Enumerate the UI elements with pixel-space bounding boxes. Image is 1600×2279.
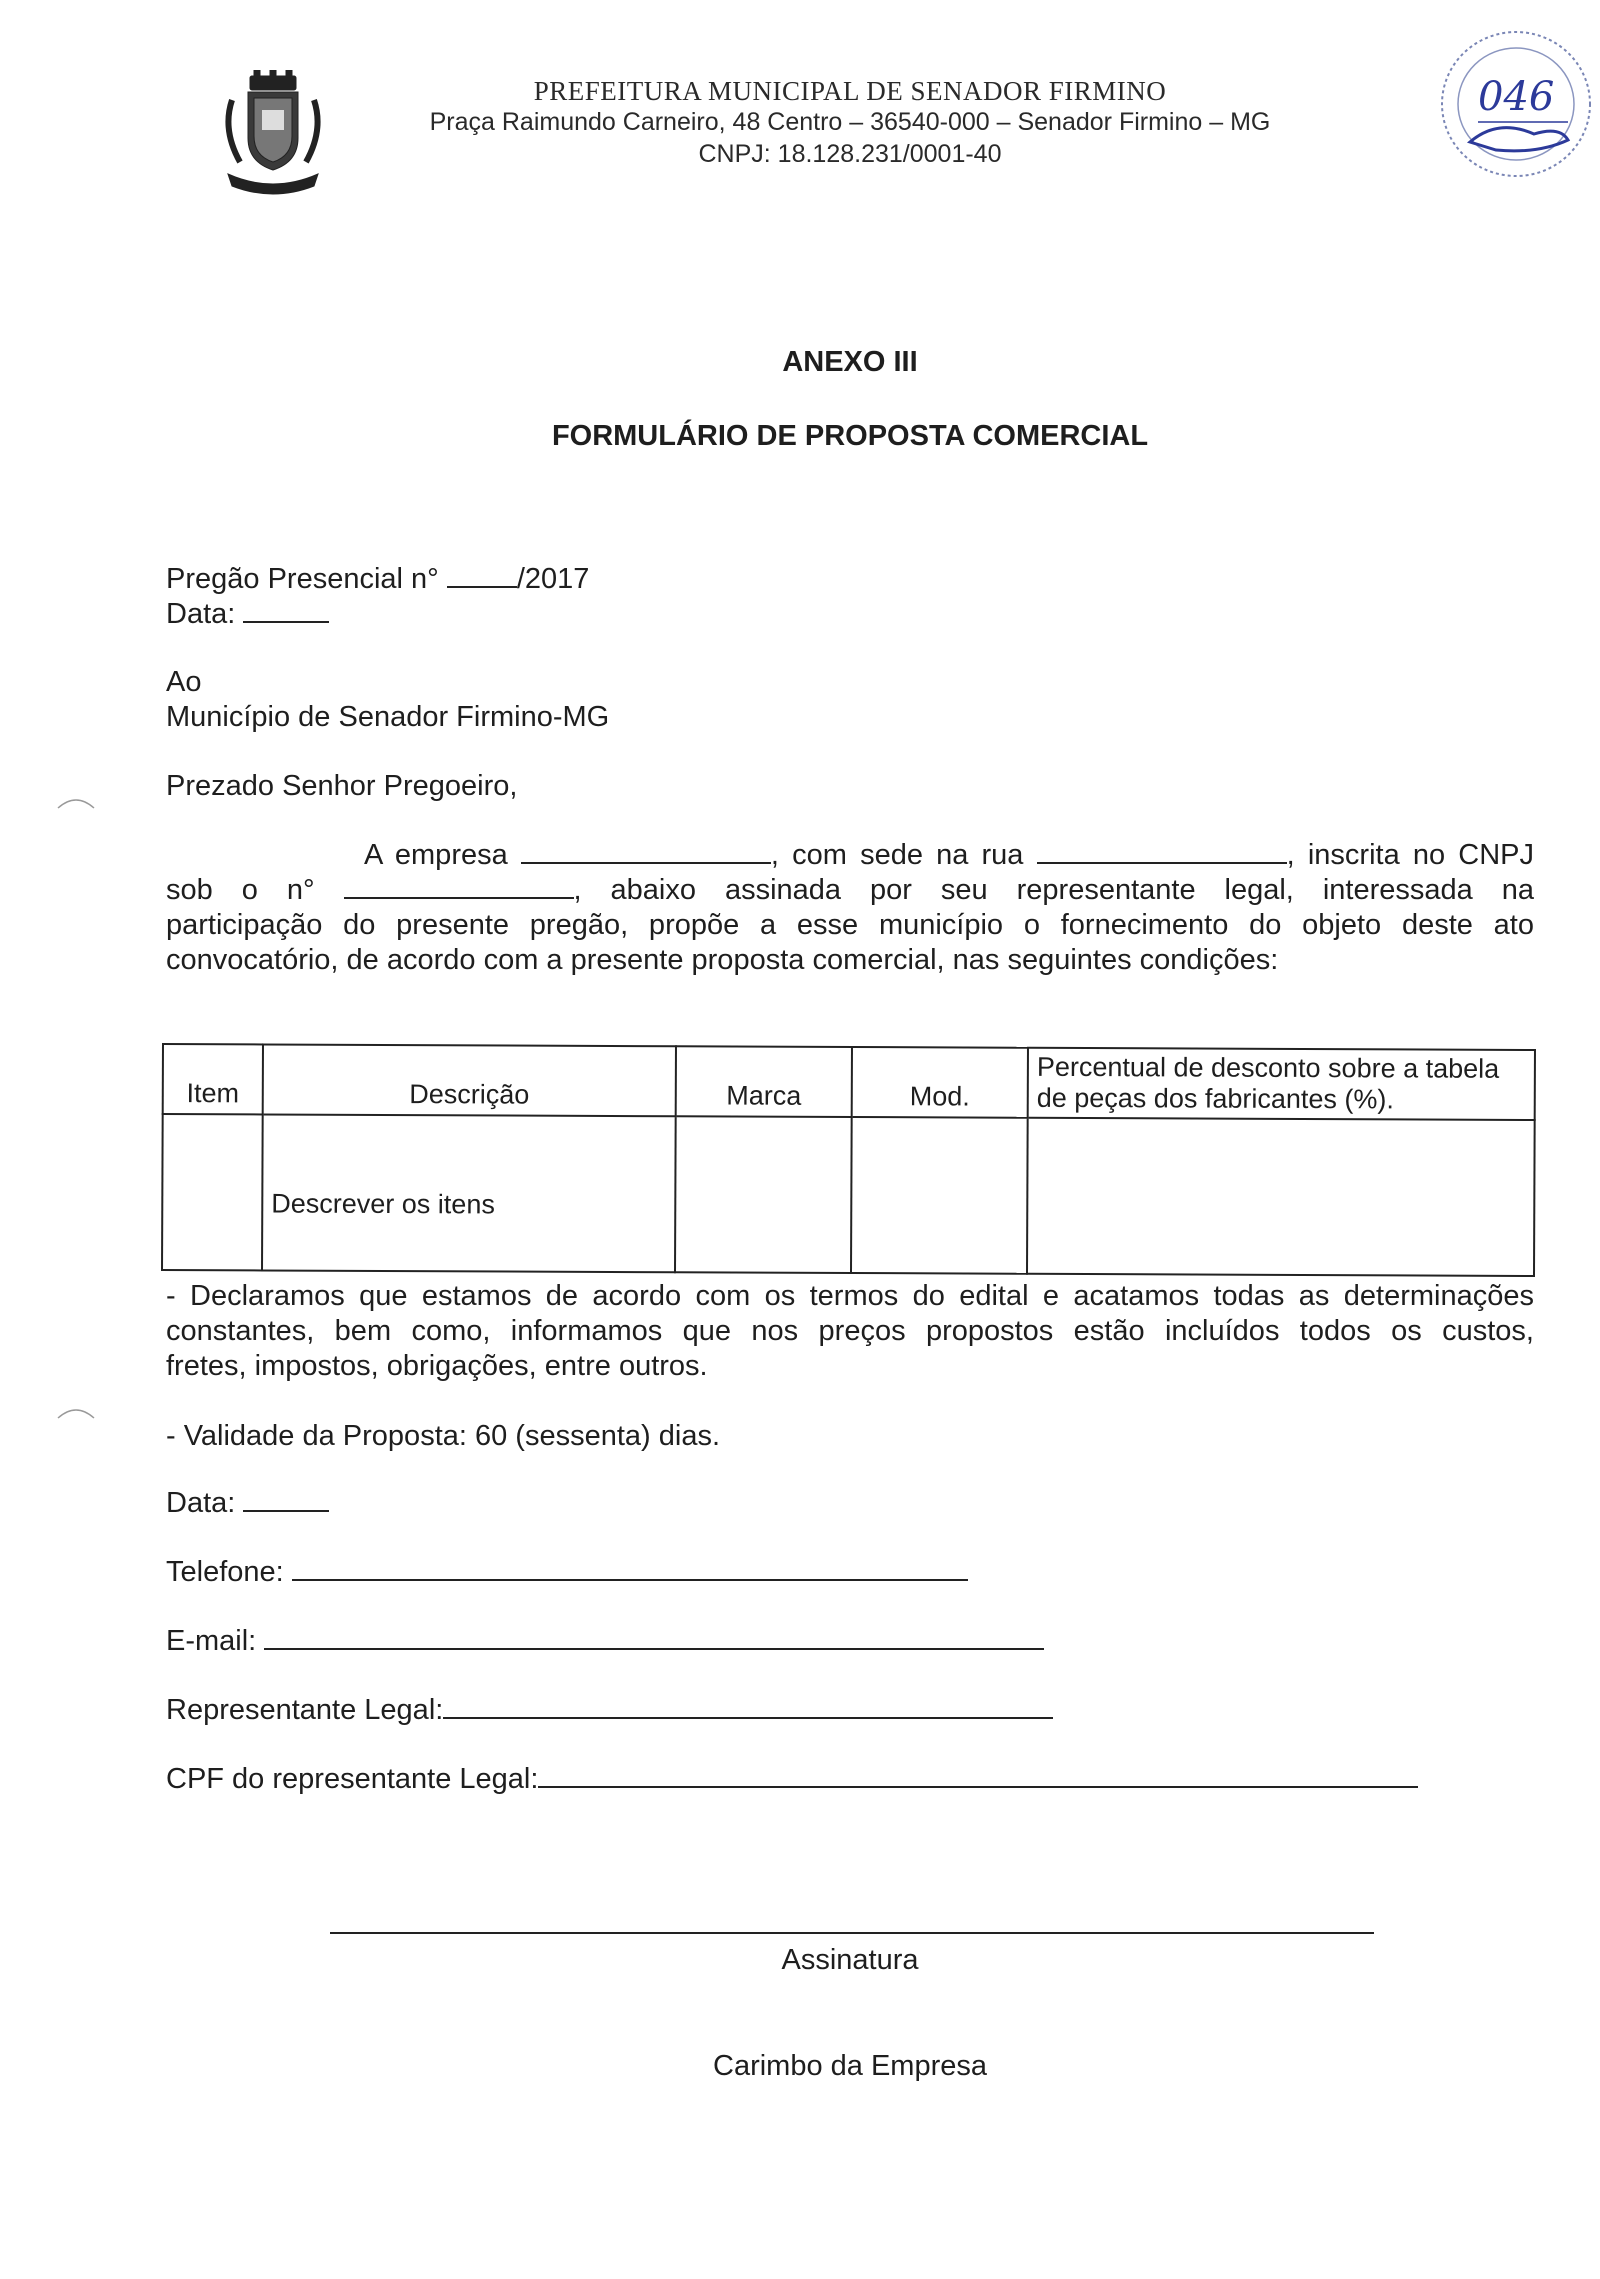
cnpj-label: , inscrita no CNPJ [1286,839,1535,871]
proposal-paragraph [166,838,1534,978]
date-blank-top[interactable] [243,599,329,623]
cell-marca[interactable] [675,1116,852,1273]
email-field-blank[interactable] [264,1626,1044,1650]
validity-text: - Validade da Proposta: 60 (sessenta) dias. [166,1420,721,1452]
company-stamp-label: Carimbo da Empresa [713,2050,987,2082]
header-percentual-line1: Percentual de desconto sobre a tabela [1036,1051,1500,1084]
header-title: PREFEITURA MUNICIPAL DE SENADOR FIRMINO [533,76,1167,106]
representative-field-label: Representante Legal: [166,1694,444,1726]
empresa-label: A empresa [364,839,508,871]
cell-descricao[interactable]: Descrever os itens [262,1114,676,1272]
header-percentual-line2: de peças dos fabricantes (%). [1036,1082,1395,1115]
representante-text: , abaixo assinada por seu representante legal, interessada na [573,874,1534,906]
header-cnpj: CNPJ: 18.128.231/0001-40 [698,140,1002,168]
cpf-field-blank[interactable] [538,1764,1418,1788]
cell-item[interactable] [162,1114,263,1270]
form-title: FORMULÁRIO DE PROPOSTA COMERCIAL [551,420,1149,452]
stamp-number: 046 [1478,74,1555,120]
empresa-blank[interactable] [521,840,771,864]
cell-percentual[interactable] [1027,1118,1535,1276]
email-field-label: E-mail: [166,1625,257,1657]
rua-blank[interactable] [1037,840,1287,864]
date-field-line [166,1487,329,1520]
declaration-line-3: fretes, impostos, obrigações, entre outros. [166,1350,708,1382]
municipio-line: Município de Senador Firmino-MG [166,701,610,733]
date-label-top: Data: [166,598,236,630]
phone-field-blank[interactable] [292,1557,968,1581]
salutation: Prezado Senhor Pregoeiro, [166,770,518,802]
ao-line: Ao [166,666,202,698]
paragraph-line-1 [166,838,1534,873]
date-field-label: Data: [166,1487,236,1519]
table-row [162,1114,1535,1276]
phone-field-label: Telefone: [166,1556,284,1588]
header-percentual [1028,1048,1535,1120]
sede-label: , com sede na rua [770,839,1024,871]
punch-hole-mark [50,1400,100,1450]
declaration-line-1: - Declaramos que estamos de acordo com os termos do edital e acatamos todas as determinações [166,1280,1534,1312]
declaration-line-2: constantes, bem como, informamos que nos preços propostos estão incluídos todos os custos, [166,1315,1534,1347]
cpf-field-line [166,1763,1418,1796]
email-field-line [166,1625,1044,1658]
paragraph-line-4: convocatório, de acordo com a presente proposta comercial, nas seguintes condições: [166,944,1279,976]
pregao-year: /2017 [516,563,590,595]
punch-hole-mark [50,790,100,840]
cell-mod[interactable] [851,1117,1028,1274]
header-descricao: Descrição [263,1044,676,1116]
representative-field-line [166,1694,1053,1727]
representative-field-blank[interactable] [443,1695,1053,1719]
header-marca: Marca [676,1046,852,1117]
header-mod: Mod. [852,1047,1028,1118]
proposal-table [161,1043,1536,1277]
table-header-row [163,1044,1535,1120]
declaration-paragraph [166,1279,1534,1384]
annex-title: ANEXO III [782,346,918,378]
numero-label: sob o n° [166,874,315,906]
phone-field-line [166,1556,968,1589]
cpf-field-label: CPF do representante Legal: [166,1763,539,1795]
pregao-line [166,563,589,596]
paragraph-line-3: participação do presente pregão, propõe a esse município o fornecimento do objeto deste ato [166,909,1534,941]
date-field-blank[interactable] [243,1488,329,1512]
date-line-top [166,598,329,631]
signature-label: Assinatura [781,1944,919,1976]
signature-line[interactable] [330,1932,1374,1934]
header-item: Item [163,1044,263,1114]
header-address: Praça Raimundo Carneiro, 48 Centro – 36540-000 – Senador Firmino – MG [429,108,1271,136]
pregao-number-blank[interactable] [447,564,517,588]
pregao-label: Pregão Presencial n° [166,563,439,595]
cnpj-blank[interactable] [344,875,574,899]
paragraph-line-2 [166,873,1534,908]
